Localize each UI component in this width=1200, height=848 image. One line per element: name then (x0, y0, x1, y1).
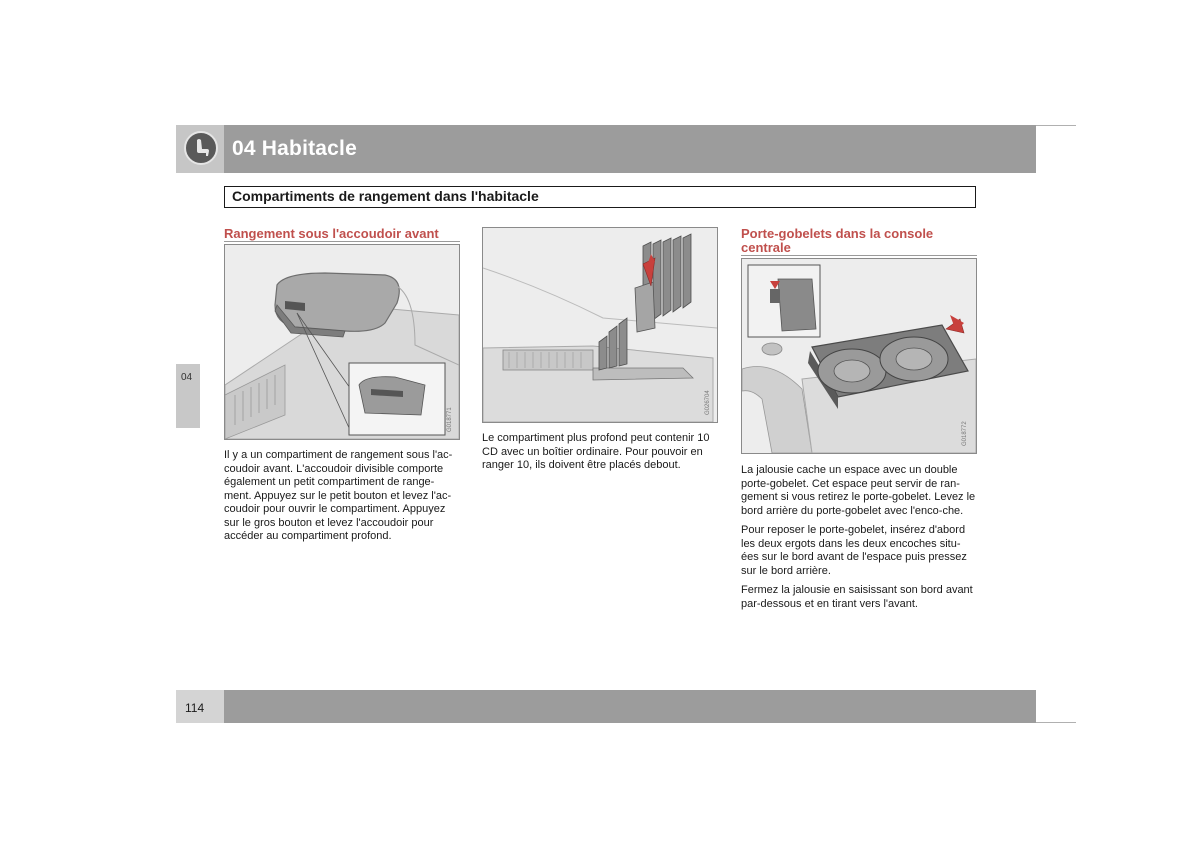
right-heading-rule (741, 255, 977, 256)
middle-paragraph: Le compartiment plus profond peut contenir 10 CD avec un boîtier ordinaire. Pour pouvoir en ranger 10, ils doivent être placés debout. (482, 432, 710, 471)
right-heading: Porte-gobelets dans la console centrale (741, 226, 934, 255)
section-title: Compartiments de rangement dans l'habitacle (232, 188, 539, 204)
chapter-title: 04 Habitacle (232, 137, 357, 160)
middle-body-text (482, 432, 718, 479)
right-figure-code: G018772 (962, 421, 968, 446)
cupholder-illustration (741, 258, 977, 454)
left-figure-code: G018771 (447, 407, 453, 432)
left-paragraph: Il y a un compartiment de rangement sous l'ac-coudoir avant. L'accoudoir divisible comporte également un petit compartiment de range-ment. Appuyez sur le petit bouton et levez l'ac-coudoir pour ouvrir le compartiment. Appuyez sur le gros bouton et levez l'accoudoir pour accéder au compartiment profond. (224, 449, 453, 542)
right-paragraph-3: Fermez la jalousie en saisissant son bord avant par-dessous et en tirant vers l'avant. (741, 584, 973, 610)
header-divider (1036, 125, 1076, 126)
footer-band (224, 690, 1036, 723)
cd-compartment-illustration (482, 227, 718, 423)
left-heading-rule (224, 241, 460, 242)
left-body-text (224, 449, 460, 550)
page-number: 114 (185, 701, 205, 715)
footer-divider (1036, 722, 1076, 723)
left-heading: Rangement sous l'accoudoir avant (224, 226, 439, 241)
seat-icon (184, 131, 218, 165)
armrest-illustration (224, 244, 460, 440)
right-body-text (741, 464, 977, 617)
chapter-side-tab-label: 04 (181, 372, 193, 383)
right-paragraph-2: Pour reposer le porte-gobelet, insérez d'abord les deux ergots dans les deux encoches situ-ées sur le bord avant de l'espace puis pressez sur le bord arrière. (741, 524, 967, 577)
right-paragraph-1: La jalousie cache un espace avec un double porte-gobelet. Cet espace peut servir de ran-gement si vous retirez le porte-gobelet. Levez le bord arrière du porte-gobelet avec l'enco-che. (741, 464, 976, 517)
middle-figure-code: G026704 (705, 390, 711, 415)
